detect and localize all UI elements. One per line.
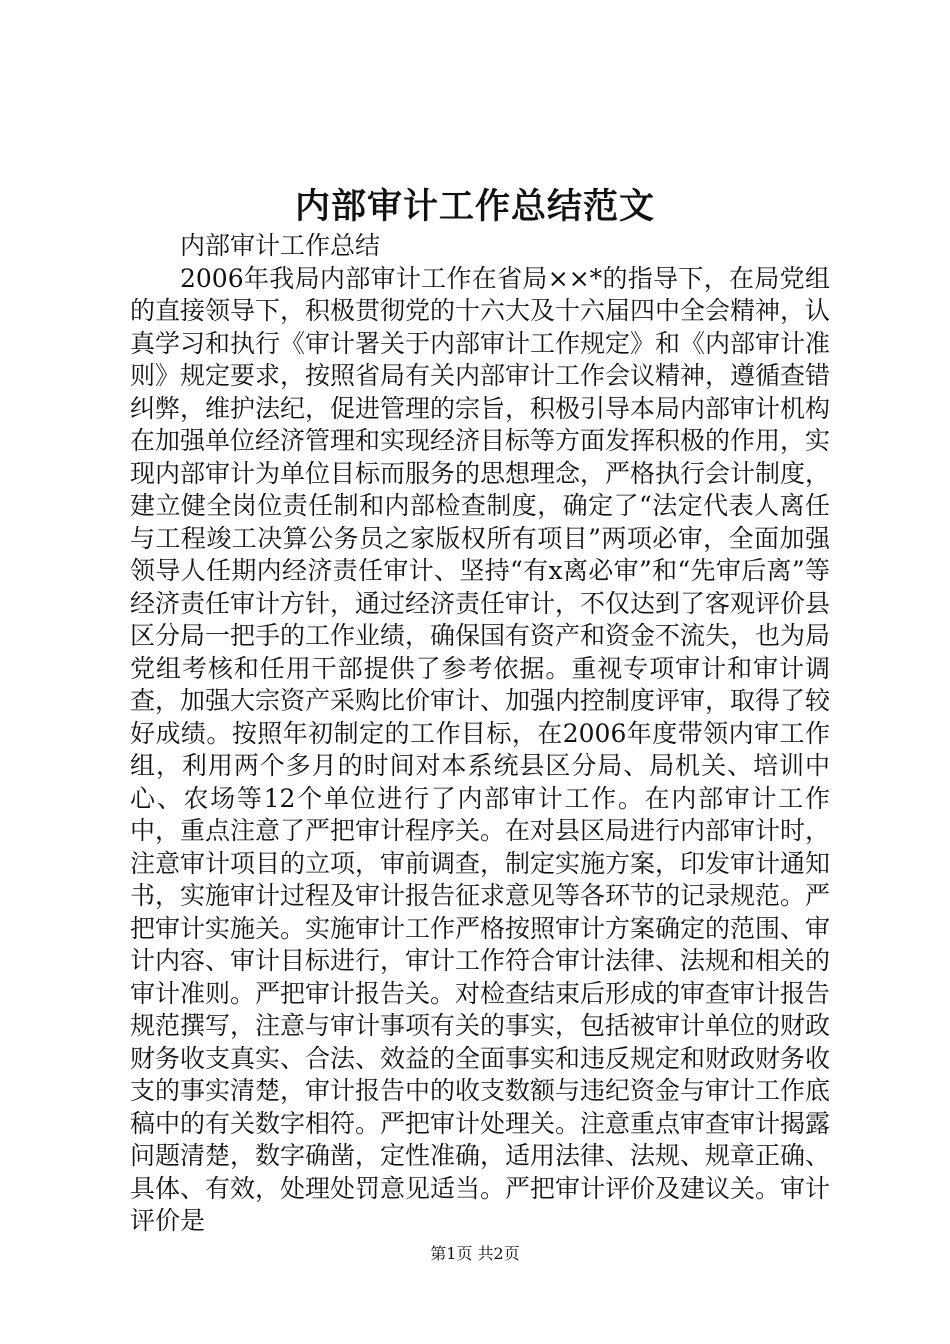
page-footer: 第1页 共2页 <box>430 1244 520 1263</box>
body-paragraph: 2006年我局内部审计工作在省局××*的指导下，在局党组的直接领导下，积极贯彻党的十六大及十六届四中全会精神，认真学习和执行《审计署关于内部审计工作规定》和《内部审计准则》规定要求，按照省局有关内部审计工作会议精神，遵循查错纠弊，维护法纪，促进管理的宗旨，积极引导本局内部审计机构在加强单位经济管理和实现经济目标等方面发挥积极的作用，实现内部审计为单位目标而服务的思想理念，严格执行会计制度，建立健全岗位责任制和内部检查制度，确定了“法定代表人离任与工程竣工决算公务员之家版权所有项目”两项必审，全面加强领导人任期内经济责任审计、坚持“有x离必审”和“先审后离”等经济责任审计方针，通过经济责任审计，不仅达到了客观评价县区分局一把手的工作业绩，确保国有资产和资金不流失，也为局党组考核和任用干部提供了参考依据。重视专项审计和审计调查，加强大宗资产采购比价审计、加强内控制度评审，取得了较好成绩。按照年初制定的工作目标，在2006年度带领内审工作组，利用两个多月的时间对本系统县区分局、局机关、培训中心、农场等12个单位进行了内部审计工作。在内部审计工作中，重点注意了严把审计程序关。在对县区局进行内部审计时，注意审计项目的立项，审前调查，制定实施方案，印发审计通知书，实施审计过程及审计报告征求意见等各环节的记录规范。严把审计实施关。实施审计工作严格按照审计方案确定的范围、审计内容、审计目标进行，审计工作符合审计法律、法规和相关的审计准则。严把审计报告关。对检查结束后形成的审查审计报告规范撰写，注意与审计事项有关的事实，包括被审计单位的财政财务收支真实、合法、效益的全面事实和违反规定和财政财务收支的事实清楚，审计报告中的收支数额与违纪资金与审计工作底稿中的有关数字相符。严把审计处理关。注意重点审查审计揭露问题清楚，数字确凿，定性准确，适用法律、法规、规章正确、具体、有效，处理处罚意见适当。严把审计评价及建议关。审计评价是 <box>130 263 831 1235</box>
section-heading: 内部审计工作总结 <box>180 231 381 260</box>
document-body <box>130 230 830 1238</box>
document-title: 内部审计工作总结范文 <box>294 186 655 227</box>
